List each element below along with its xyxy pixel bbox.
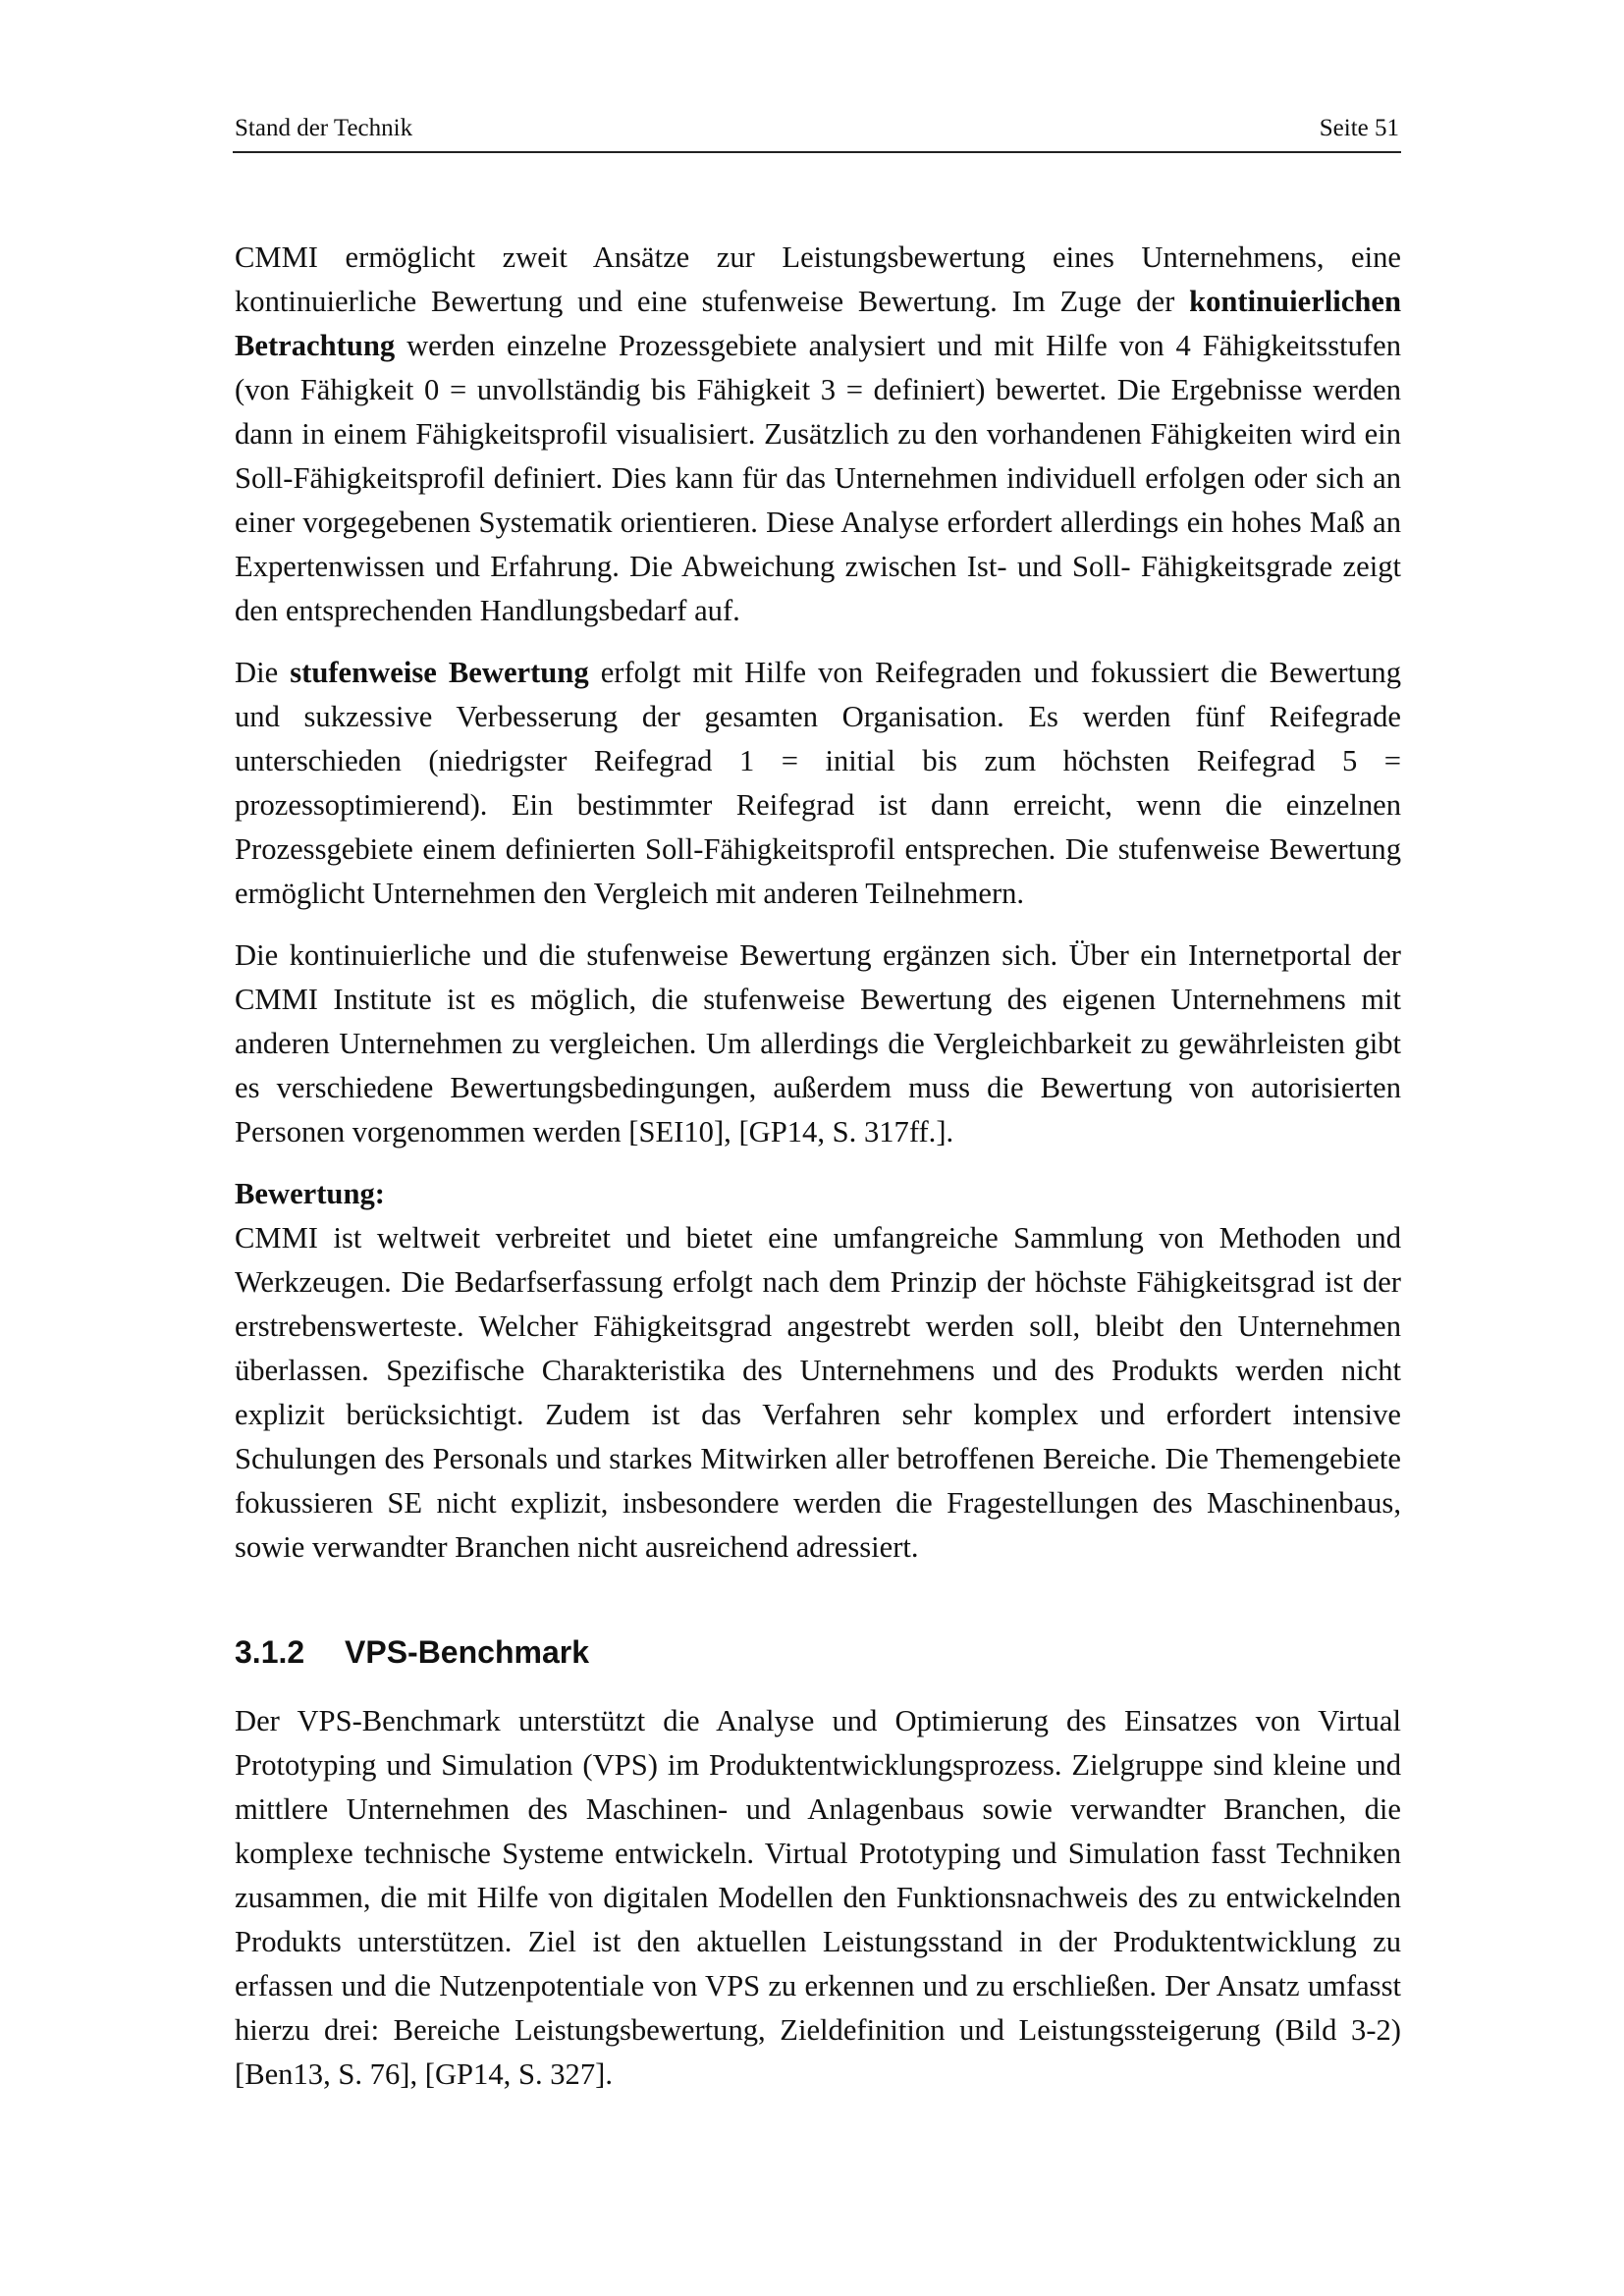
paragraph-cmmi-approaches — [235, 236, 1401, 633]
page-number: Seite 51 — [1319, 115, 1399, 141]
paragraph-text: CMMI ermöglicht zweit Ansätze zur Leistungsbewertung eines Unternehmens, eine kontinuierliche Bewertung und eine stufenweise Bewertung. Im Zuge der — [235, 240, 1401, 318]
paragraph-text: erfolgt mit Hilfe von Reifegraden und fokussiert die Bewertung und sukzessive Verbesserung der gesamten Organisation. Es werden fünf Reifegrade unterschieden (niedrigster Reifegrad 1 = initial bis zum höchsten Reifegrad 5 = prozessoptimierend). Ein bestimmter Reifegrad ist dann erreicht, wenn die einzelnen Prozessgebiete einem definierten Soll-Fähigkeitsprofil entsprechen. Die stufenweise Bewertung ermöglicht Unternehmen den Vergleich mit anderen Teilnehmern. — [235, 656, 1401, 910]
bewertung-heading: Bewertung: — [235, 1177, 385, 1210]
section-title: VPS-Benchmark — [345, 1634, 589, 1670]
term-stufenweise-bewertung: stufenweise Bewertung — [290, 656, 589, 689]
section-heading — [235, 1630, 1401, 1674]
page-content — [235, 236, 1401, 2097]
paragraph-bewertung: CMMI ist weltweit verbreitet und bietet eine umfangreiche Sammlung von Methoden und Werkzeugen. Die Bedarfserfassung erfolgt nach dem Prinzip der höchste Fähigkeitsgrad ist der erstrebenswerteste. Welcher Fähigkeitsgrad angestrebt werden soll, bleibt den Unternehmen überlassen. Spezifische Charakteristika des Unternehmens und des Produkts werden nicht explizit berücksichtigt. Zudem ist das Verfahren sehr komplex und erfordert intensive Schulungen des Personals und starkes Mitwirken aller betroffenen Bereiche. Die Themengebiete fokussieren SE nicht explizit, insbesondere werden die Fragestellungen des Maschinenbaus, sowie verwandter Branchen nicht ausreichend adressiert. — [235, 1221, 1401, 1564]
paragraph-comparison: Die kontinuierliche und die stufenweise Bewertung ergänzen sich. Über ein Internetportal der CMMI Institute ist es möglich, die stufenweise Bewertung des eigenen Unternehmens mit anderen Unternehmen zu vergleichen. Um allerdings die Vergleichbarkeit zu gewährleisten gibt es verschiedene Bewertungsbedingungen, außerdem muss die Bewertung von autorisierten Personen vorgenommen werden [SEI10], [GP14, S. 317ff.]. — [235, 938, 1401, 1148]
paragraph-stufenweise — [235, 651, 1401, 916]
running-title: Stand der Technik — [235, 115, 413, 141]
paragraph-text: werden einzelne Prozessgebiete analysiert und mit Hilfe von 4 Fähigkeitsstufen (von Fähigkeit 0 = unvollständig bis Fähigkeit 3 = definiert) bewertet. Die Ergebnisse werden dann in einem Fähigkeitsprofil visualisiert. Zusätzlich zu den vorhandenen Fähigkeiten wird ein Soll-Fähigkeitsprofil definiert. Dies kann für das Unternehmen individuell erfolgen oder sich an einer vorgegebenen Systematik orientieren. Diese Analyse erfordert allerdings ein hohes Maß an Expertenwissen und Erfahrung. Die Abweichung zwischen Ist- und Soll- Fähigkeitsgrade zeigt den entsprechenden Handlungsbedarf auf. — [235, 329, 1401, 627]
section-number: 3.1.2 — [235, 1634, 305, 1670]
paragraph-text: Die — [235, 656, 291, 689]
term-kontinuierliche-betrachtung: kontinuierlichen Betrachtung — [235, 285, 1401, 362]
paragraph-vps-benchmark: Der VPS-Benchmark unterstützt die Analyse und Optimierung des Einsatzes von Virtual Prototyping und Simulation (VPS) im Produktentwicklungsprozess. Zielgruppe sind kleine und mittlere Unternehmen des Maschinen- und Anlagenbaus sowie verwandter Branchen, die komplexe technische Systeme entwickeln. Virtual Prototyping und Simulation fasst Techniken zusammen, die mit Hilfe von digitalen Modellen den Funktionsnachweis des zu entwickelnden Produkts unterstützen. Ziel ist den aktuellen Leistungsstand in der Produktentwicklung zu erfassen und die Nutzenpotentiale von VPS zu erkennen und zu erschließen. Der Ansatz umfasst hierzu drei: Bereiche Leistungsbewertung, Zieldefinition und Leistungssteigerung (Bild 3-2) [Ben13, S. 76], [GP14, S. 327]. — [235, 1704, 1401, 2091]
page-header — [233, 106, 1401, 153]
